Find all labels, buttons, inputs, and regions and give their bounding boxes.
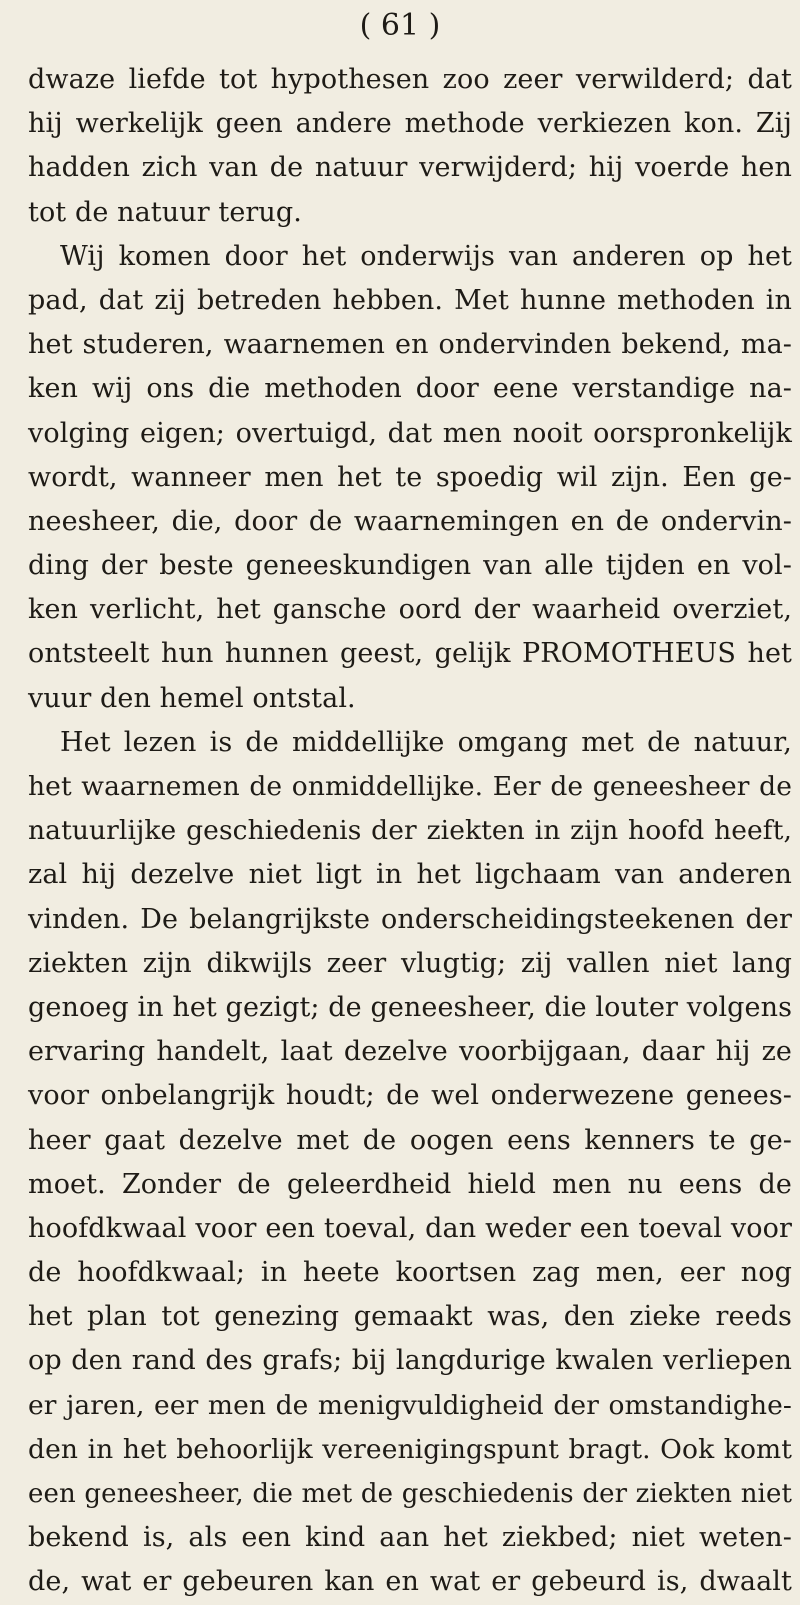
- text-line: dwaze liefde tot hypothesen zoo zeer verwilderd; dat: [28, 64, 792, 95]
- text-line: de, wat er gebeuren kan en wat er gebeurd is, dwaalt: [28, 1566, 792, 1598]
- text-line: moet. Zonder de geleerdheid hield men nu eens de: [28, 1168, 792, 1200]
- text-line: voor onbelangrijk houdt; de wel onderwezene genees-: [28, 1080, 792, 1112]
- text-line: ervaring handelt, laat dezelve voorbijgaan, daar hij ze: [28, 1036, 792, 1068]
- text-line: ding der beste geneeskundigen van alle tijden en vol-: [28, 550, 792, 582]
- text-line: volging eigen; overtuigd, dat men nooit oorspronkelijk: [28, 417, 792, 449]
- text-line: tot de natuur terug.: [28, 196, 302, 228]
- text-line: ziekten zijn dikwijls zeer vlugtig; zij vallen niet lang: [28, 947, 792, 979]
- text-line: ken wij ons die methoden door eene verstandige na-: [28, 373, 792, 405]
- text-line: genoeg in het gezigt; de geneesheer, die louter volgens: [28, 991, 793, 1023]
- text-line: zal hij dezelve niet ligt in het ligchaam van anderen: [28, 859, 792, 891]
- text-line: hadden zich van de natuur verwijderd; hij voerde hen: [28, 152, 792, 184]
- text-line: heer gaat dezelve met de oogen eens kenners te ge-: [28, 1124, 792, 1156]
- text-line: het waarnemen de onmiddellijke. Eer de geneesheer de: [28, 771, 792, 802]
- text-line: Wij komen door het onderwijs van anderen op het: [60, 240, 792, 272]
- text-line: bekend is, als een kind aan het ziekbed; niet weten-: [28, 1522, 792, 1554]
- text-line: het studeren, waarnemen en ondervinden bekend, ma-: [28, 329, 792, 361]
- page-number-header: ( 61 ): [359, 8, 441, 43]
- text-line: het plan tot genezing gemaakt was, den zieke reeds: [28, 1301, 792, 1333]
- text-line: hij werkelijk geen andere methode verkiezen kon. Zij: [28, 108, 792, 140]
- text-line: ontsteelt hun hunnen geest, gelijk PROMOTHEUS het: [28, 638, 792, 670]
- text-line: vinden. De belangrijkste onderscheidingsteekenen der: [28, 903, 792, 935]
- text-line: wordt, wanneer men het te spoedig wil zijn. Een ge-: [28, 461, 792, 493]
- text-line: pad, dat zij betreden hebben. Met hunne methoden in: [28, 284, 792, 316]
- text-line: de hoofdkwaal; in heete koortsen zag men, eer nog: [28, 1257, 792, 1289]
- text-line: Het lezen is de middellijke omgang met de natuur,: [60, 726, 792, 758]
- text-line: vuur den hemel ontstal.: [28, 682, 356, 714]
- text-line: er jaren, eer men de menigvuldigheid der omstandighe-: [28, 1389, 792, 1421]
- text-line: ken verlicht, het gansche oord der waarheid overziet,: [28, 594, 792, 626]
- text-line: neesheer, die, door de waarnemingen en de ondervin-: [28, 505, 792, 537]
- text-line: den in het behoorlijk vereenigingspunt bragt. Ook komt: [28, 1433, 792, 1465]
- body-text: [28, 58, 792, 1605]
- text-line: een geneesheer, die met de geschiedenis der ziekten niet: [28, 1479, 792, 1509]
- text-line: natuurlijke geschiedenis der ziekten in zijn hoofd heeft,: [28, 815, 792, 847]
- text-line: op den rand des grafs; bij langdurige kwalen verliepen: [28, 1345, 792, 1377]
- text-line: hoofdkwaal voor een toeval, dan weder een toeval voor: [28, 1212, 792, 1244]
